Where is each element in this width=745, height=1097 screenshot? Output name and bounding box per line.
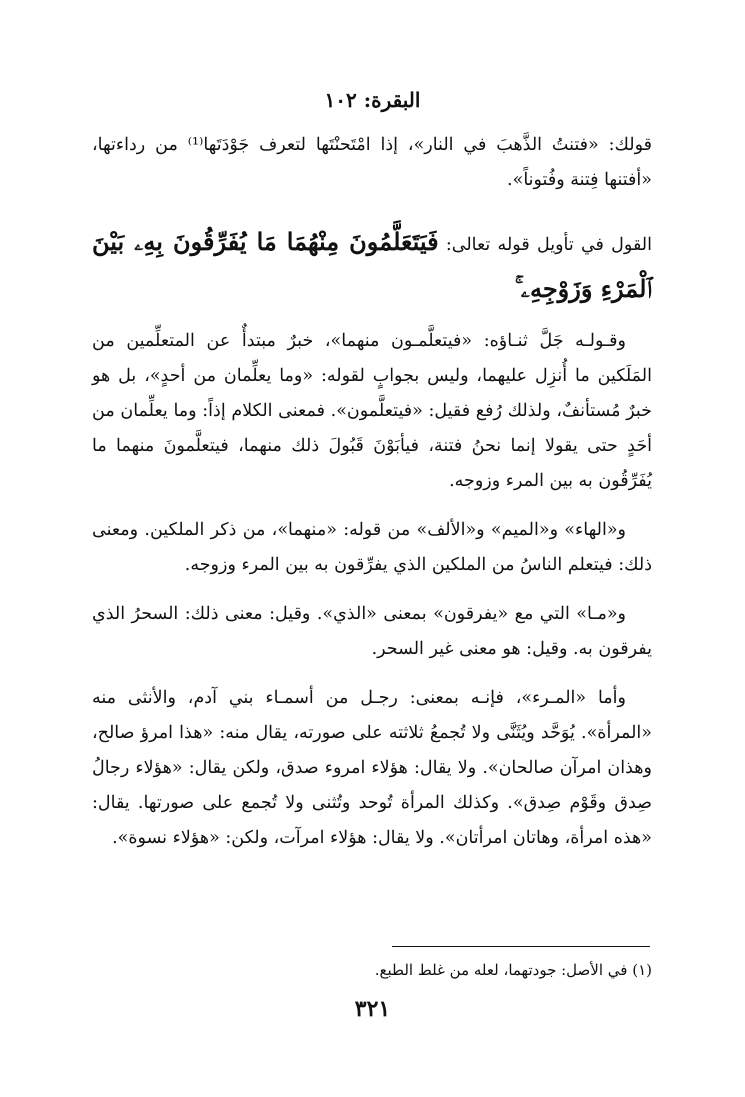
page-number: ٣٢١ [354,996,391,1022]
page-body [92,128,652,870]
footnote-rule [392,946,650,947]
running-head: البقرة: ١٠٢ [324,88,421,112]
paragraph-1: قولك: «فتنتُ الذَّهبَ في النار»، إذا امْتَحنْتَها لتعرف جَوْدَتَها⁽¹⁾ من رداءتها، «أفتنها فِتنة وفُتوناً». [92,135,653,190]
section-heading [92,220,652,314]
heading-intro: القول في تأويل قوله تعالى: [445,235,652,255]
paragraph-5: وأما «المـرء»، فإنـه بمعنى: رجـل من أسمـاء بني آدم، والأنثى منه «المرأة». يُوَحَّد ويُثَنَّى ولا تُجمعُ ثلاثته على صورته، يقال منه: «هذا امرؤ صالح، وهذان امرآن صالحان». ولا يقال: هؤلاء امروء صدق، ولكن يقال: «هؤلاء رجالُ صِدق وقَوْم صِدق». وكذلك المرأة تُوحد وتُثنى ولا تُجمع على صورتها. يقال: «هذه امرأة، وهاتان امرأتان». ولا يقال: هؤلاء امرآت، ولكن: «هؤلاء نسوة». [92,688,652,848]
paragraph-3: و«الهاء» و«الميم» و«الألف» من قوله: «منهما»، من ذكر الملكين. ومعنى ذلك: فيتعلم الناسُ من الملكين الذي يفرِّقون به بين المرء وزوجه. [92,520,652,575]
footnote [92,956,652,984]
footnote-text: في الأصل: جودتهما، لعله من غلط الطبع. [374,961,628,979]
quran-verse: فَيَتَعَلَّمُونَ مِنْهُمَا مَا يُفَرِّقُونَ بِهِۦ بَيْنَ ٱلْمَرْءِ وَزَوْجِهِۦ ۚ [92,227,652,303]
paragraph-4: و«مـا» التي مع «يفرقون» بمعنى «الذي». وقيل: معنى ذلك: السحرُ الذي يفرقون به. وقيل: هو معنى غير السحر. [92,604,652,659]
footnote-marker: (١) [632,961,652,979]
paragraph-2: وقـولـه جَلَّ ثنـاؤه: «فيتعلَّمـون منهما»، خبرٌ مبتدأٌ عن المتعلِّمين من المَلَكين ما أُنزِل عليهما، وليس بجوابٍ لقوله: «وما يعلِّمان من أحدٍ»، بل هو خبرٌ مُستأنفٌ، ولذلك رُفع فقيل: «فيتعلَّمون». فمعنى الكلام إذاً: وما يعلِّمان من أحَدٍ حتى يقولا إنما نحنُ فتنة، فيأبَوْنَ قَبُولَ ذلك منهما، فيتعلَّمونَ منهما ما يُفَرِّقُون به بين المرء وزوجه. [92,331,652,491]
